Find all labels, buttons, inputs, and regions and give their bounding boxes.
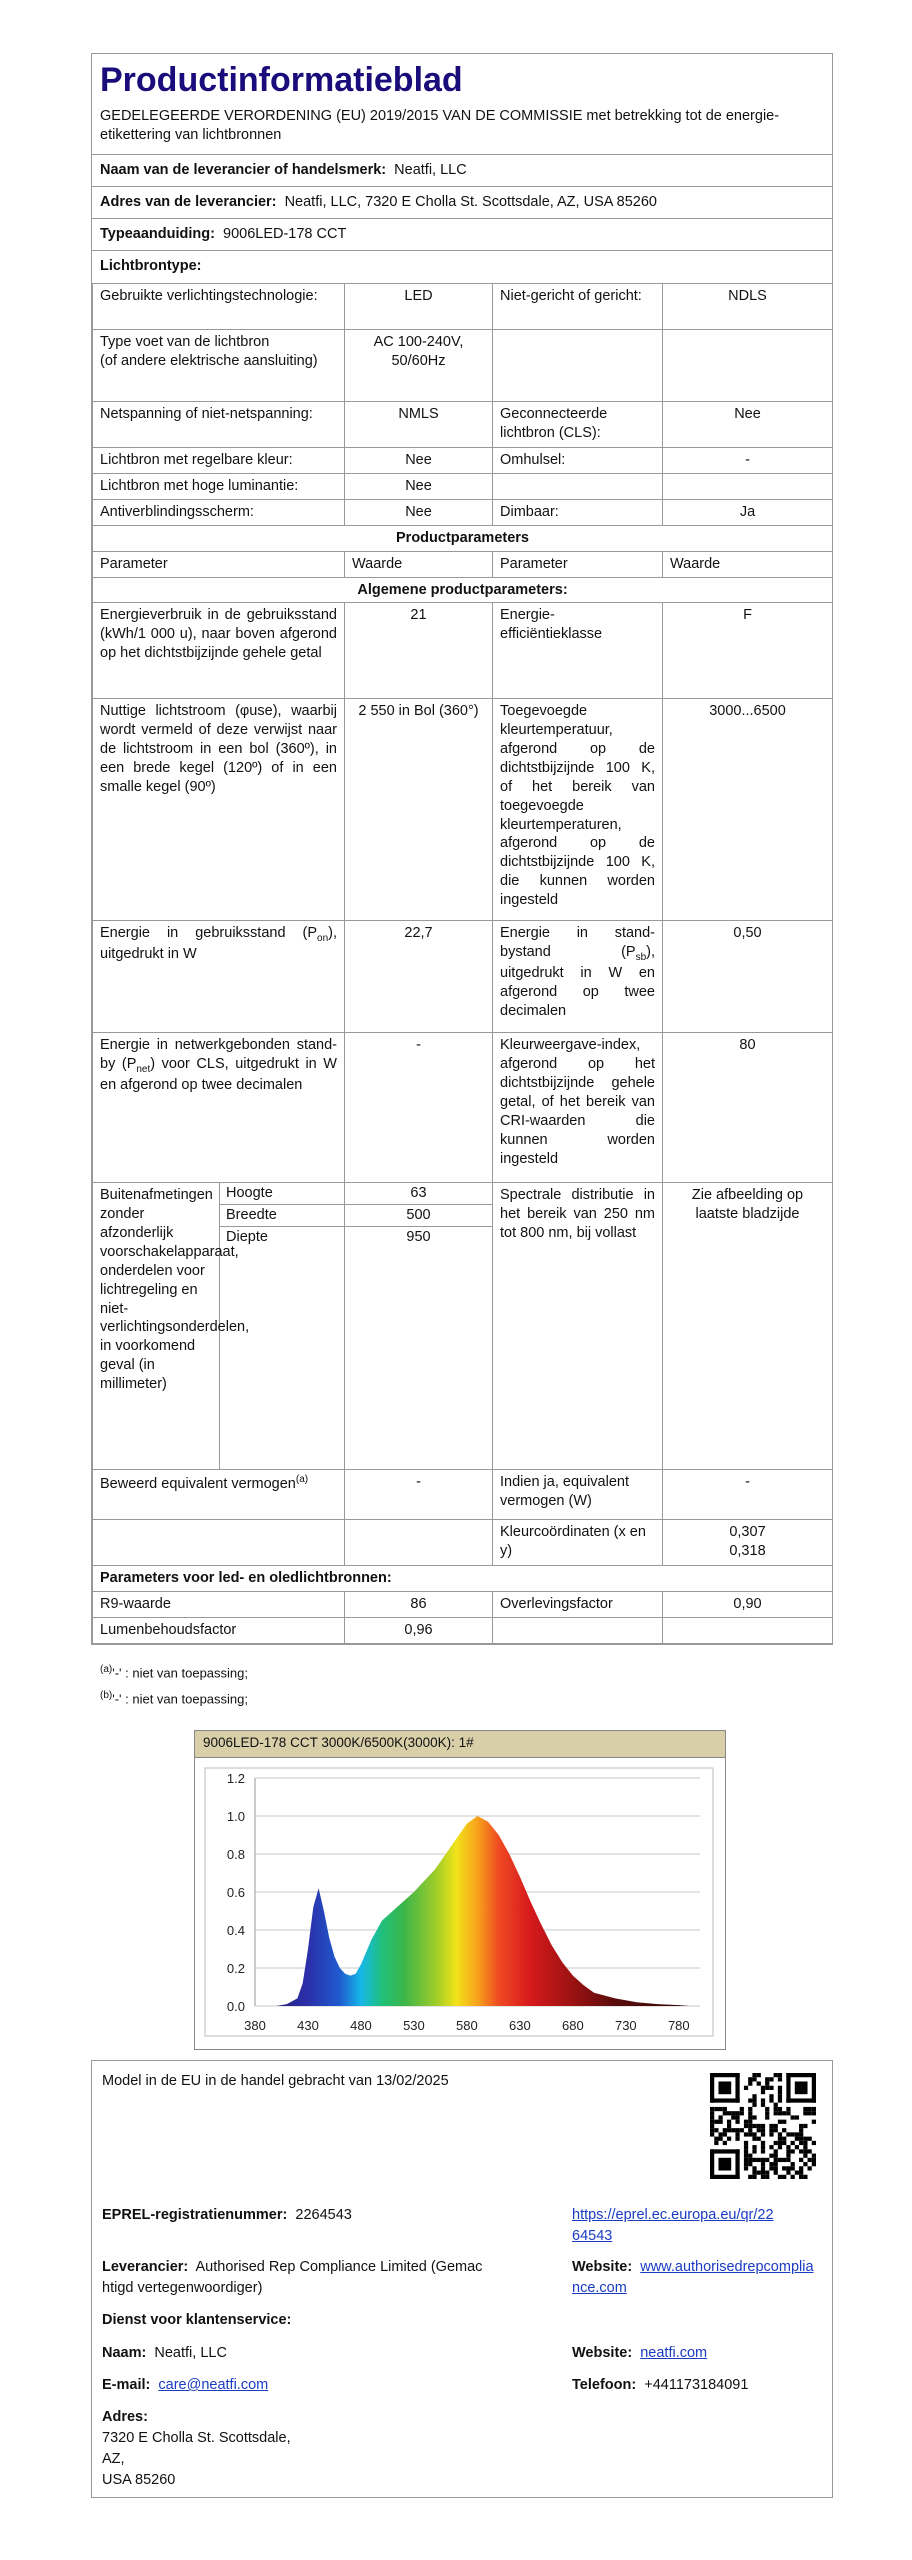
supplier-name-value: Neatfi, LLC bbox=[394, 161, 467, 178]
supplier-name-row bbox=[92, 155, 832, 187]
eprel-link-block bbox=[572, 2205, 774, 2247]
email-label: E-mail: bbox=[102, 2377, 151, 2393]
dims-cell bbox=[93, 1183, 345, 1470]
lightsource-row bbox=[93, 499, 833, 525]
pon-label bbox=[93, 921, 345, 1033]
equiv-value: - bbox=[663, 1470, 833, 1520]
pnet-sub: net bbox=[136, 1064, 151, 1076]
claimed-label bbox=[93, 1470, 345, 1520]
claimed-row bbox=[93, 1470, 833, 1520]
psb-label-a: Energie in stand-bystand (P bbox=[500, 925, 655, 961]
eprel-link-2: 64543 bbox=[572, 2228, 613, 2245]
website-label: Website: bbox=[572, 2259, 633, 2275]
lumen-row bbox=[93, 1618, 833, 1644]
x-tick-label: 380 bbox=[244, 2018, 266, 2033]
col-header-param-2: Parameter bbox=[493, 551, 663, 577]
info-supplier-label: Leverancier: bbox=[102, 2259, 189, 2275]
spectral-chart bbox=[194, 1730, 726, 2050]
lightsource-value: - bbox=[663, 447, 833, 473]
lightsource-value: AC 100-240V, 50/60Hz bbox=[345, 329, 493, 401]
contact-name-line bbox=[102, 2343, 227, 2364]
eprel-value: 2264543 bbox=[295, 2207, 352, 2223]
pnet-label bbox=[93, 1033, 345, 1183]
empty-cell-4 bbox=[663, 1618, 833, 1644]
claimed-label-text: Beweerd equivalent vermogen bbox=[100, 1476, 296, 1493]
model-value: 9006LED-178 CCT bbox=[223, 225, 347, 242]
pon-sub: on bbox=[317, 933, 329, 945]
dims-names bbox=[220, 1183, 344, 1469]
energy-row bbox=[93, 603, 833, 699]
y-tick-label: 1.0 bbox=[226, 1809, 245, 1824]
col-header-value-1: Waarde bbox=[345, 551, 493, 577]
chart-title: 9006LED-178 CCT 3000K/6500K(3000K): 1# bbox=[195, 1731, 725, 1758]
x-tick-label: 480 bbox=[350, 2018, 372, 2033]
lightsource-row bbox=[93, 447, 833, 473]
lightsource-heading-row bbox=[92, 251, 832, 283]
flux-label: Nuttige lichtstroom (φuse), waarbij wordt vermeld of deze verwijst naar de lichtstroom in een bol (360º), in een brede kegel (120º) of in een smalle kegel (90º) bbox=[93, 699, 345, 921]
phone-label: Telefoon: bbox=[572, 2377, 637, 2393]
website-line bbox=[572, 2257, 814, 2299]
col-header-value-2: Waarde bbox=[663, 551, 833, 577]
survival-label: Overlevingsfactor bbox=[493, 1592, 663, 1618]
eprel-link[interactable] bbox=[572, 2207, 774, 2244]
email-link[interactable]: care@neatfi.com bbox=[158, 2377, 269, 2393]
contact-name-value: Neatfi, LLC bbox=[154, 2345, 227, 2361]
chroma-label: Kleurcoördinaten (x en y) bbox=[493, 1520, 663, 1566]
dims-row bbox=[93, 1183, 833, 1470]
spectral-label: Spectrale distributie in het bereik van 250 nm tot 800 nm, bij vollast bbox=[493, 1183, 663, 1470]
lightsource-label: Dimbaar: bbox=[493, 499, 663, 525]
chroma-x: 0,307 bbox=[729, 1524, 766, 1541]
survival-value: 0,90 bbox=[663, 1592, 833, 1618]
x-tick-label: 680 bbox=[562, 2018, 584, 2033]
lightsource-label: Gebruikte verlichtingstechnologie: bbox=[93, 283, 345, 329]
pon-label-a: Energie in gebruiksstand (P bbox=[100, 925, 318, 942]
x-tick-label: 530 bbox=[403, 2018, 425, 2033]
lightsource-label: Niet-gericht of gericht: bbox=[493, 283, 663, 329]
r9-row bbox=[93, 1592, 833, 1618]
empty-cell-1 bbox=[93, 1520, 345, 1566]
lightsource-label: Type voet van de lichtbron (of andere elektrische aansluiting) bbox=[93, 329, 345, 401]
website2-label: Website: bbox=[572, 2345, 633, 2361]
lightsource-heading: Lichtbrontype: bbox=[100, 257, 202, 274]
model-row bbox=[92, 219, 832, 251]
dim-value-depth: 950 bbox=[406, 1229, 431, 1246]
psb-value: 0,50 bbox=[663, 921, 833, 1033]
lightsource-row bbox=[93, 473, 833, 499]
footnote-b-mark: (b) bbox=[100, 1690, 113, 1702]
y-tick-label: 0.4 bbox=[226, 1923, 245, 1938]
eprel-label: EPREL-registratienummer: bbox=[102, 2207, 288, 2223]
x-tick-label: 630 bbox=[509, 2018, 531, 2033]
lightsource-value: NDLS bbox=[663, 283, 833, 329]
lightsource-label: Netspanning of niet-netspanning: bbox=[93, 401, 345, 447]
equiv-label: Indien ja, equivalent vermogen (W) bbox=[493, 1470, 663, 1520]
y-tick-label: 0.2 bbox=[226, 1961, 245, 1976]
y-tick-label: 1.2 bbox=[226, 1771, 245, 1786]
lightsource-value: Nee bbox=[345, 447, 493, 473]
lightsource-label: Omhulsel: bbox=[493, 447, 663, 473]
info-supplier-value-2: htigd vertegenwoordiger) bbox=[102, 2280, 263, 2297]
cct-label: Toegevoegde kleurtemperatuur, afgerond op de dichtstbijzijnde 100 K, of het bereik van toegevoegde kleurtemperaturen, afgerond op de dichtstbijzijnde 100 K, die kunnen worden ingesteld bbox=[493, 699, 663, 921]
spectral-value: Zie afbeelding op laatste bladzijde bbox=[663, 1183, 833, 1470]
pnet-label-a: Energie in netwerkgebonden stand-by (P bbox=[100, 1037, 337, 1073]
params-heading-row bbox=[93, 525, 833, 551]
lightsource-label: Lichtbron met regelbare kleur: bbox=[93, 447, 345, 473]
supplier-address-label: Adres van de leverancier: bbox=[100, 193, 277, 210]
eprel-info-box bbox=[91, 2060, 833, 2498]
energy-use-value: 21 bbox=[345, 603, 493, 699]
cri-label: Kleurweergave-index, afgerond op het dichtstbijzijnde gehele getal, of het bereik van CRI-waarden die kunnen worden ingesteld bbox=[493, 1033, 663, 1183]
y-tick-label: 0.6 bbox=[226, 1885, 245, 1900]
lightsource-value: Nee bbox=[345, 499, 493, 525]
y-tick-labels bbox=[227, 1771, 245, 2014]
x-tick-labels bbox=[244, 2018, 690, 2033]
footnote-a bbox=[100, 1660, 248, 1686]
lightsource-value: NMLS bbox=[345, 401, 493, 447]
chroma-values bbox=[663, 1520, 833, 1566]
supplier-line bbox=[102, 2257, 482, 2299]
pon-value: 22,7 bbox=[345, 921, 493, 1033]
phone-line bbox=[572, 2375, 748, 2396]
website-value-1: www.authorisedrepcomplia bbox=[640, 2259, 814, 2275]
led-heading-row bbox=[93, 1566, 833, 1592]
market-date: Model in de EU in de handel gebracht van 13/02/2025 bbox=[102, 2073, 449, 2089]
footnote-a-text: '-' : niet van toepassing; bbox=[112, 1665, 248, 1681]
footnote-a-mark: (a) bbox=[100, 1664, 113, 1675]
pon-label-b: ), uitgedrukt in W bbox=[100, 925, 337, 963]
spectrum-plot bbox=[195, 1758, 725, 2048]
email-line bbox=[102, 2375, 268, 2396]
r9-label: R9-waarde bbox=[93, 1592, 345, 1618]
address-line-2: AZ, bbox=[102, 2451, 125, 2468]
lightsource-label: Geconnecteerde lichtbron (CLS): bbox=[493, 401, 663, 447]
power-row bbox=[93, 921, 833, 1033]
chroma-y: 0,318 bbox=[729, 1543, 766, 1560]
spectrum-area bbox=[255, 1816, 689, 2006]
lightsource-table-body bbox=[93, 283, 833, 525]
params-column-headers bbox=[93, 551, 833, 577]
page-title: Productinformatieblad bbox=[100, 61, 463, 99]
x-tick-label: 730 bbox=[614, 2018, 637, 2033]
address-line-1: 7320 E Cholla St. Scottsdale, bbox=[102, 2430, 291, 2447]
website-value-2: nce.com bbox=[572, 2280, 627, 2297]
lightsource-value bbox=[663, 329, 833, 401]
product-params-body bbox=[93, 525, 833, 1643]
lightsource-value: Nee bbox=[345, 473, 493, 499]
claimed-value: - bbox=[345, 1470, 493, 1520]
flux-value: 2 550 in Bol (360°) bbox=[345, 699, 493, 921]
info-supplier-value-1: Authorised Rep Compliance Limited (Gemac bbox=[195, 2259, 483, 2275]
lightsource-label bbox=[493, 473, 663, 499]
dims-label: Buitenafmetingen zonder afzonderlijk voorschakelapparaat, onderdelen voor lichtregeling en niet-verlichtingsonderdelen, in voorkomend geval (in millimeter) bbox=[93, 1183, 220, 1469]
dim-value-width: 500 bbox=[345, 1205, 492, 1227]
lightsource-value: Nee bbox=[663, 401, 833, 447]
params-table bbox=[92, 283, 833, 1644]
y-tick-label: 0.8 bbox=[226, 1847, 245, 1862]
led-heading: Parameters voor led- en oledlichtbronnen: bbox=[93, 1566, 833, 1592]
service-heading-text: Dienst voor klantenservice: bbox=[102, 2312, 292, 2328]
footnote-b-text: '-' : niet van toepassing; bbox=[112, 1691, 248, 1707]
eprel-link-1: https://eprel.ec.europa.eu/qr/22 bbox=[572, 2207, 774, 2223]
lumen-label: Lumenbehoudsfactor bbox=[93, 1618, 345, 1644]
lightsource-label: Lichtbron met hoge luminantie: bbox=[93, 473, 345, 499]
dim-name-width: Breedte bbox=[220, 1205, 344, 1227]
website2-link[interactable]: neatfi.com bbox=[640, 2345, 708, 2361]
supplier-address-value: Neatfi, LLC, 7320 E Cholla St. Scottsdale, AZ, USA 85260 bbox=[284, 193, 657, 210]
footnote-b bbox=[100, 1686, 248, 1712]
lightsource-label: Antiverblindingsscherm: bbox=[93, 499, 345, 525]
dims-values bbox=[345, 1183, 493, 1470]
phone-value: +441173184091 bbox=[644, 2377, 749, 2393]
lightsource-row bbox=[93, 283, 833, 329]
model-label: Typeaanduiding: bbox=[100, 225, 215, 242]
general-heading-row bbox=[93, 577, 833, 603]
lightsource-value bbox=[663, 473, 833, 499]
pnet-value: - bbox=[345, 1033, 493, 1183]
supplier-name-label: Naam van de leverancier of handelsmerk: bbox=[100, 161, 387, 178]
regulation-subtitle: GEDELEGEERDE VERORDENING (EU) 2019/2015 VAN DE COMMISSIE met betrekking tot de energie-etikettering van lichtbronnen bbox=[100, 107, 780, 144]
energy-class-value: F bbox=[663, 603, 833, 699]
address-label: Adres: bbox=[102, 2409, 148, 2425]
y-tick-label: 0.0 bbox=[226, 1999, 245, 2014]
spectrum-series bbox=[255, 1816, 689, 2006]
cri-value: 80 bbox=[663, 1033, 833, 1183]
address-block bbox=[102, 2407, 291, 2491]
psb-sub: sb bbox=[635, 952, 647, 964]
energy-use-label: Energieverbruik in de gebruiksstand (kWh/1 000 u), naar boven afgerond op het dichtstbijzijnde gehele getal bbox=[93, 603, 345, 699]
r9-value: 86 bbox=[345, 1592, 493, 1618]
lightsource-value: Ja bbox=[663, 499, 833, 525]
header bbox=[92, 54, 832, 155]
qr-code-icon[interactable] bbox=[710, 2073, 816, 2179]
address-line-3: USA 85260 bbox=[102, 2472, 176, 2489]
eprel-line bbox=[102, 2205, 352, 2226]
lightsource-row bbox=[93, 329, 833, 401]
supplier-address-row bbox=[92, 187, 832, 219]
dim-name-height: Hoogte bbox=[220, 1183, 344, 1205]
chroma-row bbox=[93, 1520, 833, 1566]
dim-value-height: 63 bbox=[345, 1183, 492, 1205]
pnet-row bbox=[93, 1033, 833, 1183]
website2-line bbox=[572, 2343, 707, 2364]
lightsource-row bbox=[93, 401, 833, 447]
psb-label-b: ), uitgedrukt in W en afgerond op twee decimalen bbox=[500, 944, 655, 1019]
dim-name-depth: Diepte bbox=[226, 1229, 268, 1246]
x-tick-label: 580 bbox=[456, 2018, 478, 2033]
lightsource-value: LED bbox=[345, 283, 493, 329]
footnotes bbox=[100, 1660, 248, 1712]
pnet-label-b: ) voor CLS, uitgedrukt in W en afgerond op twee decimalen bbox=[100, 1056, 337, 1094]
general-heading: Algemene productparameters: bbox=[93, 577, 833, 603]
empty-cell-3 bbox=[493, 1618, 663, 1644]
contact-name-label: Naam: bbox=[102, 2345, 147, 2361]
empty-cell-2 bbox=[345, 1520, 493, 1566]
lumen-value: 0,96 bbox=[345, 1618, 493, 1644]
params-heading: Productparameters bbox=[93, 525, 833, 551]
claimed-sup: (a) bbox=[295, 1474, 309, 1486]
lightsource-label bbox=[493, 329, 663, 401]
product-information-sheet bbox=[91, 53, 833, 1645]
col-header-param-1: Parameter bbox=[93, 551, 345, 577]
x-tick-label: 780 bbox=[667, 2018, 690, 2033]
cct-value: 3000...6500 bbox=[663, 699, 833, 921]
psb-label bbox=[493, 921, 663, 1033]
service-heading bbox=[102, 2310, 291, 2331]
energy-class-label: Energie-efficiëntieklasse bbox=[493, 603, 663, 699]
x-tick-label: 430 bbox=[297, 2018, 319, 2033]
flux-row bbox=[93, 699, 833, 921]
